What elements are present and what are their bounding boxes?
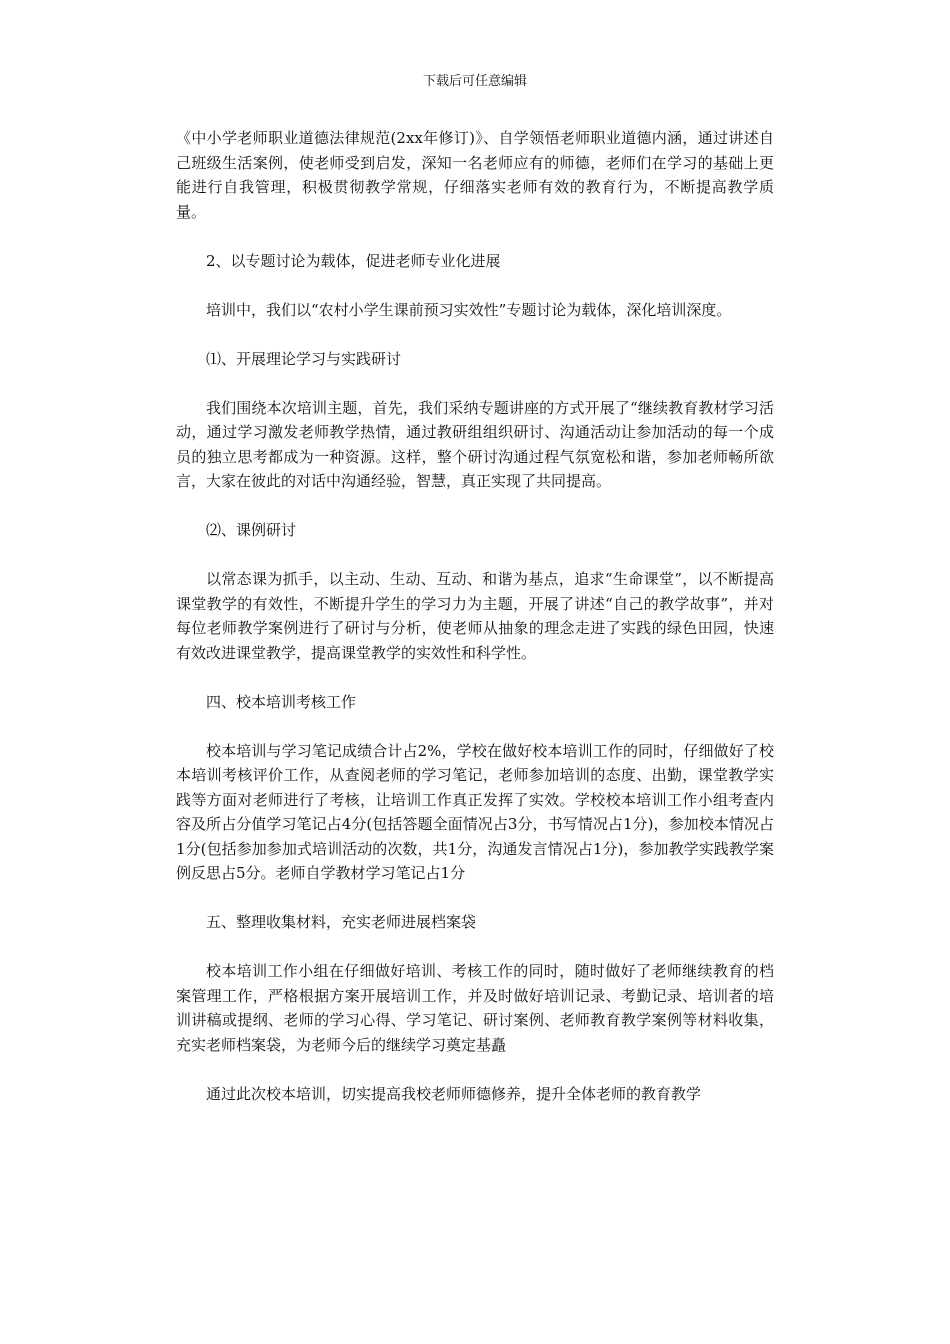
paragraph-topic-discussion: 培训中，我们以“农村小学生课前预习实效性”专题讨论为载体，深化培训深度。 bbox=[206, 300, 732, 319]
section-heading-topic-discussion: 2、以专题讨论为载体，促进老师专业化进展 bbox=[206, 251, 501, 270]
section-heading-assessment: 四、校本培训考核工作 bbox=[206, 692, 357, 711]
document-body bbox=[176, 126, 774, 1131]
paragraph-lesson-study: 以常态课为抓手，以主动、生动、互动、和谐为基点，追求“生命课堂”，以不断提高课堂教学的有效性，不断提升学生的学习力为主题，开展了讲述“自己的教学故事”，并对每位老师教学案例进行了研讨与分析，使老师从抽象的理念走进了实践的绿色田园，快速有效改进课堂教学，提高课堂教学的实效性和科学性。 bbox=[176, 570, 774, 662]
paragraph-theory-practice: 我们围绕本次培训主题，首先，我们采纳专题讲座的方式开展了“继续教育教材学习活动，通过学习激发老师教学热情，通过教研组组织研讨、沟通活动让参加活动的每一个成员的独立思考都成为一种资源。这样，整个研讨沟通过程气氛宽松和谐，参加老师畅所欲言，大家在彼此的对话中沟通经验，智慧，真正实现了共同提高。 bbox=[176, 398, 774, 490]
page-header: 下载后可任意编辑 bbox=[422, 74, 527, 89]
paragraph-continuation: 《中小学老师职业道德法律规范(2xx年修订)》、自学领悟老师职业道德内涵，通过讲述自己班级生活案例，使老师受到启发，深知一名老师应有的师德，老师们在学习的基础上更能进行自我管理，积极贯彻教学常规，仔细落实老师有效的教育行为，不断提高教学质量。 bbox=[176, 129, 774, 221]
section-heading-archive: 五、整理收集材料，充实老师进展档案袋 bbox=[206, 913, 477, 931]
subsection-heading-theory-practice: ⑴、开展理论学习与实践研讨 bbox=[206, 349, 402, 368]
paragraph-assessment: 校本培训与学习笔记成绩合计占2%，学校在做好校本培训工作的同时，仔细做好了校本培训考核评价工作，从查阅老师的学习笔记，老师参加培训的态度、出勤，课堂教学实践等方面对老师进行了考核，让培训工作真正发挥了实效。学校校本培训工作小组考查内容及所占分值学习笔记占4分(包括答题全面情况占3分，书写情况占1分)，参加校本情况占1分(包括参加参加式培训活动的次数，共1分，沟通发言情况占1分)，参加教学实践教学案例反思占5分。老师自学教材学习笔记占1分 bbox=[176, 741, 774, 882]
subsection-heading-lesson-study: ⑵、课例研讨 bbox=[206, 521, 297, 539]
paragraph-conclusion: 通过此次校本培训，切实提高我校老师师德修养，提升全体老师的教育教学 bbox=[206, 1084, 702, 1103]
paragraph-archive: 校本培训工作小组在仔细做好培训、考核工作的同时，随时做好了老师继续教育的档案管理工作，严格根据方案开展培训工作，并及时做好培训记录、考勤记录、培训者的培训讲稿或提纲、老师的学习心得、学习笔记、研讨案例、老师教育教学案例等材料收集，充实老师档案袋，为老师今后的继续学习奠定基矗 bbox=[176, 962, 774, 1054]
